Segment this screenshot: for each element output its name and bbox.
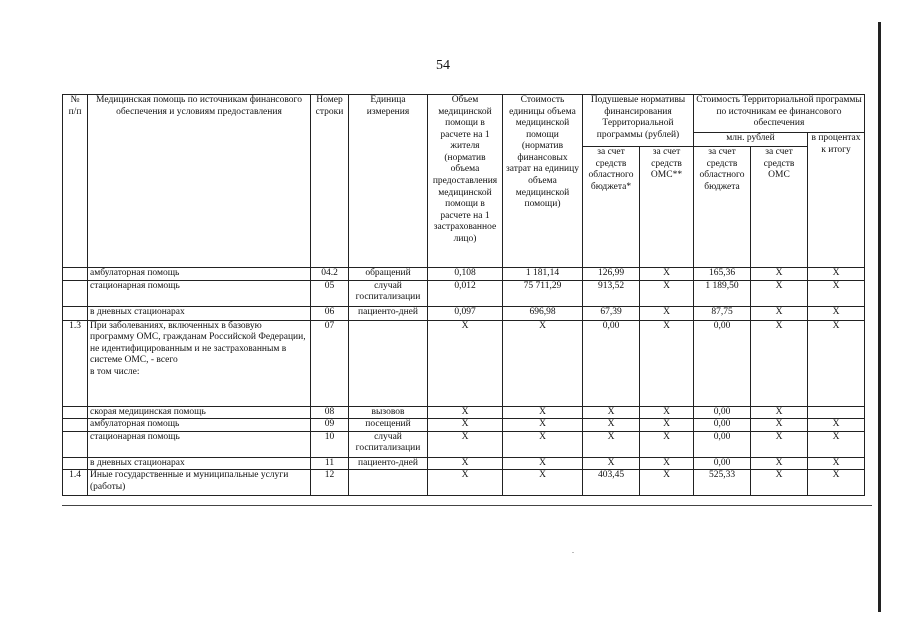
table-row (63, 457, 865, 470)
row-mln-oms-cell: X (751, 470, 808, 496)
bottom-rule (62, 505, 872, 506)
row-cost-cell: 696,98 (503, 306, 583, 320)
row-pct-cell: X (808, 457, 865, 470)
row-per-capita-budget-cell: X (583, 419, 640, 432)
header-unit: Единица измерения (349, 95, 428, 268)
table-header (63, 95, 865, 268)
row-pct-cell: X (808, 320, 865, 406)
row-volume-cell: X (428, 406, 503, 419)
row-cost-cell: 75 711,29 (503, 280, 583, 306)
row-name-cell: Иные государственные и муниципальные услуги (работы) (88, 470, 311, 496)
row-mln-oms-cell: X (751, 457, 808, 470)
header-per-capita: Подушевые нормативы финансирования Территориальной программы (рублей) (583, 95, 694, 147)
row-per-capita-oms-cell: X (640, 268, 694, 281)
row-mln-oms-cell: X (751, 320, 808, 406)
row-unit-cell (349, 470, 428, 496)
header-row-no: Номер строки (311, 95, 349, 268)
scan-edge-line (878, 22, 881, 612)
row-mln-oms-cell: X (751, 406, 808, 419)
row-unit-cell (349, 320, 428, 406)
header-medhelp: Медицинская помощь по источникам финансового обеспечения и условиям предоставления (88, 95, 311, 268)
row-cost-cell: X (503, 457, 583, 470)
row-name-cell: стационарная помощь (88, 280, 311, 306)
row-number-cell: 06 (311, 306, 349, 320)
row-mln-budget-cell: 0,00 (694, 431, 751, 457)
header-mln-budget: за счет средств областного бюджета (694, 147, 751, 268)
table-row (63, 419, 865, 432)
header-n: № п/п (63, 95, 88, 268)
row-volume-cell: X (428, 457, 503, 470)
row-unit-cell: посещений (349, 419, 428, 432)
row-pct-cell: X (808, 306, 865, 320)
row-number-cell: 04.2 (311, 268, 349, 281)
row-name-cell: амбулаторная помощь (88, 268, 311, 281)
header-mln-rub: млн. рублей (694, 133, 808, 147)
row-n-cell: 1.3 (63, 320, 88, 406)
row-name-cell: амбулаторная помощь (88, 419, 311, 432)
row-per-capita-oms-cell: X (640, 470, 694, 496)
row-cost-cell: X (503, 470, 583, 496)
header-cost: Стоимость единицы объема медицинской помощи (норматив финансовых затрат на единицу объема медицинской помощи) (503, 95, 583, 268)
row-per-capita-budget-cell: 67,39 (583, 306, 640, 320)
row-per-capita-budget-cell: X (583, 457, 640, 470)
header-territorial-cost: Стоимость Территориальной программы по источникам ее финансового обеспечения (694, 95, 865, 133)
row-mln-oms-cell: X (751, 280, 808, 306)
table-row (63, 470, 865, 496)
row-mln-budget-cell: 0,00 (694, 457, 751, 470)
header-volume: Объем медицинской помощи в расчете на 1 жителя (норматив объема предоставления медицинской помощи в расчете на 1 застрахованное лицо) (428, 95, 503, 268)
row-unit-cell: вызовов (349, 406, 428, 419)
header-mln-oms: за счет средств ОМС (751, 147, 808, 268)
row-volume-cell: X (428, 320, 503, 406)
row-mln-oms-cell: X (751, 306, 808, 320)
header-per-capita-oms: за счет средств ОМС** (640, 147, 694, 268)
row-cost-cell: X (503, 406, 583, 419)
row-number-cell: 07 (311, 320, 349, 406)
row-n-cell (63, 280, 88, 306)
row-pct-cell: X (808, 431, 865, 457)
table-body (63, 268, 865, 496)
row-number-cell: 09 (311, 419, 349, 432)
header-pct-total: в процентах к итогу (808, 133, 865, 268)
row-unit-cell: пациенто-дней (349, 457, 428, 470)
table-row (63, 320, 865, 406)
row-volume-cell: X (428, 470, 503, 496)
row-volume-cell: X (428, 419, 503, 432)
row-mln-budget-cell: 0,00 (694, 406, 751, 419)
row-mln-budget-cell: 525,33 (694, 470, 751, 496)
row-per-capita-oms-cell: X (640, 406, 694, 419)
row-cost-cell: X (503, 431, 583, 457)
row-per-capita-oms-cell: X (640, 306, 694, 320)
row-number-cell: 11 (311, 457, 349, 470)
row-cost-cell: X (503, 419, 583, 432)
row-number-cell: 12 (311, 470, 349, 496)
row-mln-budget-cell: 165,36 (694, 268, 751, 281)
row-n-cell (63, 419, 88, 432)
row-pct-cell: X (808, 419, 865, 432)
row-per-capita-budget-cell: 913,52 (583, 280, 640, 306)
row-mln-budget-cell: 1 189,50 (694, 280, 751, 306)
row-volume-cell: 0,012 (428, 280, 503, 306)
row-name-cell: в дневных стационарах (88, 306, 311, 320)
row-name-cell: стационарная помощь (88, 431, 311, 457)
row-mln-budget-cell: 0,00 (694, 419, 751, 432)
row-n-cell: 1.4 (63, 470, 88, 496)
table-row (63, 268, 865, 281)
row-number-cell: 08 (311, 406, 349, 419)
row-pct-cell: X (808, 268, 865, 281)
row-per-capita-oms-cell: X (640, 457, 694, 470)
row-unit-cell: пациенто-дней (349, 306, 428, 320)
row-per-capita-oms-cell: X (640, 280, 694, 306)
row-pct-cell: X (808, 470, 865, 496)
row-name-cell: При заболеваниях, включенных в базовую программу ОМС, гражданам Российской Федерации, не идентифицированным и не застрахованным в системе ОМС, - всего в том числе: (88, 320, 311, 406)
row-cost-cell: 1 181,14 (503, 268, 583, 281)
scan-speck (572, 552, 574, 553)
row-name-cell: скорая медицинская помощь (88, 406, 311, 419)
table-row (63, 280, 865, 306)
header-per-capita-budget: за счет средств областного бюджета* (583, 147, 640, 268)
row-per-capita-budget-cell: X (583, 406, 640, 419)
row-pct-cell (808, 406, 865, 419)
row-n-cell (63, 306, 88, 320)
row-n-cell (63, 268, 88, 281)
row-per-capita-oms-cell: X (640, 320, 694, 406)
row-volume-cell: 0,108 (428, 268, 503, 281)
row-number-cell: 05 (311, 280, 349, 306)
row-cost-cell: X (503, 320, 583, 406)
table-row (63, 306, 865, 320)
row-n-cell (63, 406, 88, 419)
row-per-capita-budget-cell: 403,45 (583, 470, 640, 496)
row-mln-budget-cell: 0,00 (694, 320, 751, 406)
table-row (63, 431, 865, 457)
page-number: 54 (436, 58, 450, 73)
row-volume-cell: X (428, 431, 503, 457)
row-per-capita-budget-cell: X (583, 431, 640, 457)
financing-table (62, 94, 865, 496)
row-name-cell: в дневных стационарах (88, 457, 311, 470)
row-per-capita-budget-cell: 0,00 (583, 320, 640, 406)
row-per-capita-oms-cell: X (640, 419, 694, 432)
row-mln-oms-cell: X (751, 419, 808, 432)
row-unit-cell: случай госпитализации (349, 431, 428, 457)
row-pct-cell: X (808, 280, 865, 306)
row-per-capita-budget-cell: 126,99 (583, 268, 640, 281)
row-mln-oms-cell: X (751, 431, 808, 457)
row-n-cell (63, 431, 88, 457)
row-mln-budget-cell: 87,75 (694, 306, 751, 320)
row-unit-cell: случай госпитализации (349, 280, 428, 306)
row-n-cell (63, 457, 88, 470)
row-number-cell: 10 (311, 431, 349, 457)
row-mln-oms-cell: X (751, 268, 808, 281)
row-volume-cell: 0,097 (428, 306, 503, 320)
row-unit-cell: обращений (349, 268, 428, 281)
table-row (63, 406, 865, 419)
row-per-capita-oms-cell: X (640, 431, 694, 457)
